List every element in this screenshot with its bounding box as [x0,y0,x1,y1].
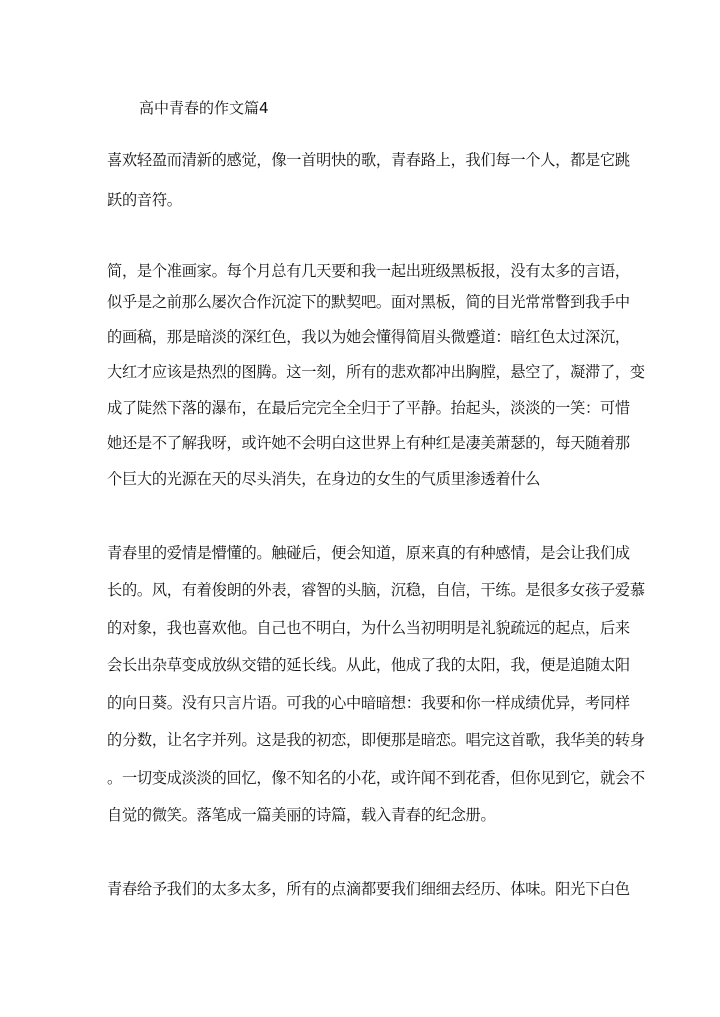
paragraph-2-line: 成了陡然下落的瀑布，在最后完完全全归于了平静。抬起头，淡淡的一笑：可惜 [107,399,630,417]
paragraph-3-line: 长的。风，有着俊朗的外表，睿智的头脑，沉稳，自信，干练。是很多女孩子爱慕 [107,581,645,599]
paragraph-3-line: 的分数，让名字并列。这是我的初恋，即便那是暗恋。唱完这首歌，我华美的转身 [107,731,645,749]
paragraph-2-line: 她还是不了解我呀，或许她不会明白这世界上有种红是凄美萧瑟的，每天随着那 [107,434,630,452]
paragraph-3-line: 。一切变成淡淡的回忆，像不知名的小花，或许闻不到花香，但你见到它，就会不 [107,769,645,787]
paragraph-3-line: 青春里的爱情是懵懂的。触碰后，便会知道，原来真的有种感情，是会让我们成 [107,544,630,562]
paragraph-3-line: 会长出杂草变成放纵交错的延长线。从此，他成了我的太阳，我，便是追随太阳 [107,656,630,674]
paragraph-2-line: 大红才应该是热烈的图腾。这一刻，所有的悲欢都冲出胸膛，悬空了，凝滞了，变 [107,363,645,381]
paragraph-4-line: 青春给予我们的太多太多，所有的点滴都要我们细细去经历、体味。阳光下白色 [107,880,630,898]
paragraph-2-line: 个巨大的光源在天的尽头消失，在身边的女生的气质里渗透着什么 [107,470,541,488]
document-title: 高中青春的作文篇4 [139,99,269,117]
paragraph-1-line: 喜欢轻盈而清新的感觉，像一首明快的歌，青春路上，我们每一个人，都是它跳 [107,151,630,169]
paragraph-3-line: 自觉的微笑。落笔成一篇美丽的诗篇，载入青春的纪念册。 [107,806,496,824]
paragraph-3-line: 的向日葵。没有只言片语。可我的心中暗暗想：我要和你一样成绩优异，考同样 [107,694,630,712]
paragraph-2-line: 的画稿，那是暗淡的深红色，我以为她会懂得简眉头微蹙道：暗红色太过深沉， [107,328,630,346]
paragraph-2-line: 简，是个准画家。每个月总有几天要和我一起出班级黑板报，没有太多的言语， [107,262,630,280]
paragraph-1-line: 跃的音符。 [107,191,182,209]
paragraph-3-line: 的对象，我也喜欢他。自己也不明白，为什么当初明明是礼貌疏远的起点，后来 [107,619,630,637]
paragraph-2-line: 似乎是之前那么屡次合作沉淀下的默契吧。面对黑板，简的目光常常瞥到我手中 [107,293,630,311]
